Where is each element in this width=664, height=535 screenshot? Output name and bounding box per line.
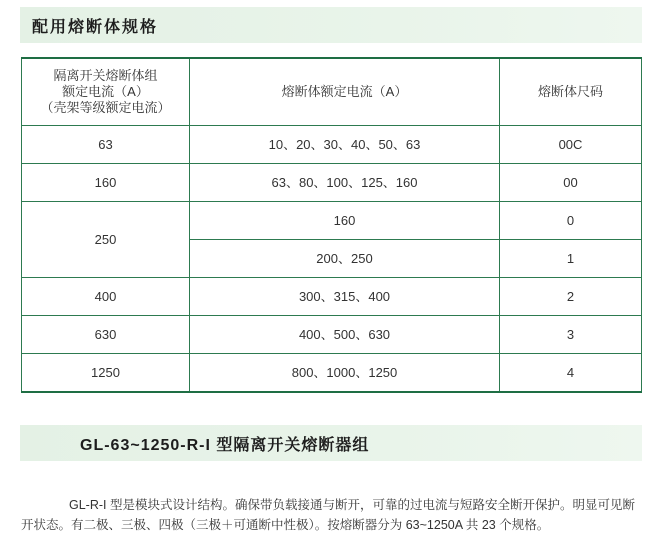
table-row [22,278,642,316]
table-row [22,354,642,393]
cell-rating: 160 [22,164,190,202]
cell-rating: 1250 [22,354,190,393]
header-fuse-current: 熔断体额定电流（A） [190,58,500,126]
cell-fuse-current: 200、250 [190,240,500,278]
cell-rating: 630 [22,316,190,354]
table-row [22,164,642,202]
section-title: GL-63~1250-R-I 型隔离开关熔断器组 [80,436,370,454]
cell-size: 4 [500,354,642,393]
cell-rating: 400 [22,278,190,316]
product-description: GL-R-I 型是模块式设计结构。确保带负载接通与断开，可靠的过电流与短路安全断开保护。明显可见断开状态。有二极、三极、四极（三极＋可通断中性极）。按熔断器分为 63~1250A 共 23 个规格。 [21,497,635,532]
section-header-product-model [20,425,642,461]
cell-fuse-current: 800、1000、1250 [190,354,500,393]
cell-rating: 250 [22,202,190,278]
header-rated-current: 隔离开关熔断体组 额定电流（A） （壳架等级额定电流） [22,58,190,126]
fuse-spec-table [21,57,642,393]
cell-size: 00C [500,126,642,164]
table-row [22,202,642,240]
cell-rating: 63 [22,126,190,164]
cell-fuse-current: 400、500、630 [190,316,500,354]
table-row [22,126,642,164]
table-header-row [22,58,642,126]
section-header-fuse-spec [20,7,642,43]
cell-size: 00 [500,164,642,202]
cell-fuse-current: 160 [190,202,500,240]
cell-size: 0 [500,202,642,240]
cell-size: 1 [500,240,642,278]
header-fuse-size: 熔断体尺码 [500,58,642,126]
cell-size: 2 [500,278,642,316]
section-title: 配用熔断体规格 [32,18,159,36]
table-row [22,316,642,354]
cell-size: 3 [500,316,642,354]
cell-fuse-current: 63、80、100、125、160 [190,164,500,202]
cell-fuse-current: 10、20、30、40、50、63 [190,126,500,164]
cell-fuse-current: 300、315、400 [190,278,500,316]
